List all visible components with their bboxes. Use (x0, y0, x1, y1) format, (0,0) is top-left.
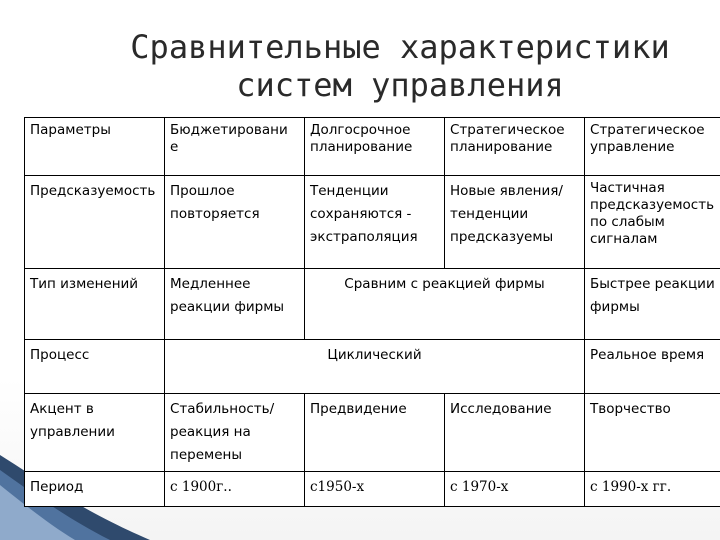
table-cell: Тенденции сохраняются - экстраполяция (305, 176, 445, 269)
table-row-focus (25, 394, 720, 472)
table-cell: Процесс (25, 340, 165, 394)
table-cell: Творчество (585, 394, 720, 472)
table-cell: Стратегическое планирование (445, 118, 585, 176)
table-cell: с 1970-х (445, 472, 585, 507)
table-cell: Реальное время (585, 340, 720, 394)
table-cell: с 1900г.. (165, 472, 305, 507)
table-cell: Стратегическое управление (585, 118, 720, 176)
table-cell: Бюджетировани е (165, 118, 305, 176)
table-cell: с1950-х (305, 472, 445, 507)
table-cell: Медленнее реакции фирмы (165, 269, 305, 340)
table-cell: Параметры (25, 118, 165, 176)
table-cell: Предсказуемость (25, 176, 165, 269)
table-cell: Сравним с реакцией фирмы (305, 269, 585, 340)
table-cell: Период (25, 472, 165, 507)
table-cell: Долгосрочное планирование (305, 118, 445, 176)
table-cell: с 1990-х гг. (585, 472, 720, 507)
table-cell: Циклический (165, 340, 585, 394)
table-cell: Быстрее реакции фирмы (585, 269, 720, 340)
table-cell: Исследование (445, 394, 585, 472)
table-row-predictability (25, 176, 720, 269)
comparison-table (24, 117, 720, 507)
table-cell: Частичная предсказуемость по слабым сигналам (585, 176, 720, 269)
table-row-period (25, 472, 720, 507)
table-row-header (25, 118, 720, 176)
table-cell: Тип изменений (25, 269, 165, 340)
title-line-1: Сравнительные характеристики (130, 28, 670, 66)
table-row-process (25, 340, 720, 394)
table-cell: Новые явления/ тенденции предсказуемы (445, 176, 585, 269)
table-cell: Акцент в управлении (25, 394, 165, 472)
table-cell: Стабильность/ реакция на перемены (165, 394, 305, 472)
table-row-change-type (25, 269, 720, 340)
table-cell: Предвидение (305, 394, 445, 472)
title-line-2: систем управления (236, 66, 564, 104)
table-cell: Прошлое повторяется (165, 176, 305, 269)
page-title (90, 28, 710, 104)
